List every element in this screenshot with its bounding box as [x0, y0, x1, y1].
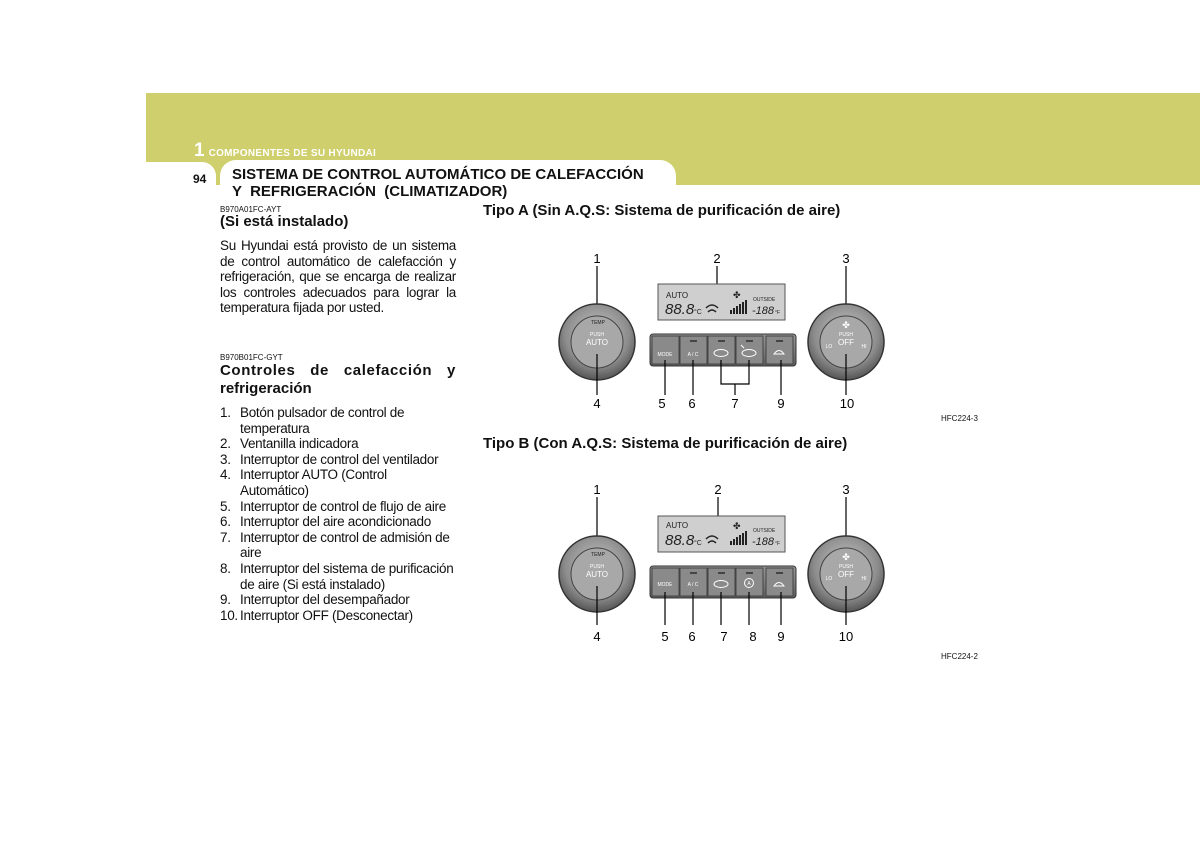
item-text: Interruptor del sistema de purificación de aire (Si está instalado): [240, 560, 454, 592]
display-outside-value: -188: [752, 305, 775, 317]
intro-paragraph: Su Hyundai está provisto de un sistema de control automático de calefacción y refrigeración, que se encarga de realizar los controles adecuados para lograr la temperatura fijada por usted.: [220, 238, 456, 316]
mode-button[interactable]: [652, 336, 679, 364]
section-title-line2: Y REFRIGERACIÓN (CLIMATIZADOR): [232, 183, 508, 200]
air-intake-button[interactable]: [708, 568, 735, 596]
item-number: 2.: [220, 436, 231, 452]
label-2: 2: [713, 251, 721, 266]
label-9: 9: [777, 629, 785, 644]
item-number: 10.: [220, 607, 238, 623]
display-outside: OUTSIDE: [753, 528, 776, 534]
label-3: 3: [842, 482, 850, 497]
display-temp-unit: °C: [694, 309, 702, 316]
item-text: Botón pulsador de control de temperatura: [240, 405, 405, 436]
figure-a-code: HFC224-3: [941, 414, 978, 423]
item-number: 9.: [220, 592, 231, 608]
ac-button[interactable]: [680, 336, 707, 364]
item-text: Interruptor del aire acondicionado: [240, 514, 431, 530]
section-title: [232, 166, 644, 200]
item-number: 8.: [220, 560, 231, 576]
indicator-display: [658, 284, 785, 320]
knob-hi-label: HI: [861, 576, 867, 582]
item-number: 7.: [220, 529, 231, 545]
figure-b-title: Tipo B (Con A.Q.S: Sistema de purificación de aire): [483, 435, 848, 452]
knob-lo-label: LO: [825, 576, 833, 582]
display-outside-unit: °F: [775, 541, 781, 547]
item-text: Interruptor del desempañador: [240, 592, 410, 608]
ac-label: A / C: [687, 352, 699, 358]
item-text: Interruptor de control del ventilador: [240, 451, 439, 467]
label-1: 1: [593, 251, 601, 266]
fresh-air-button[interactable]: [736, 336, 763, 364]
chapter-title: COMPONENTES DE SU HYUNDAI: [208, 148, 377, 159]
page-number: 94: [193, 172, 207, 186]
mode-button[interactable]: [652, 568, 679, 596]
defrost-button[interactable]: [766, 336, 793, 364]
fan-icon: ✤: [733, 291, 741, 301]
list-item: [220, 530, 456, 561]
aqs-label: A: [747, 581, 751, 587]
list-item: [220, 592, 456, 608]
label-5: 5: [658, 396, 666, 411]
display-auto: AUTO: [666, 521, 689, 530]
subhead-controls-line1: Controles de calefacción y: [220, 362, 456, 379]
knob-push-label: PUSH: [839, 332, 853, 338]
item-number: 6.: [220, 514, 231, 530]
knob-fan-icon: ✤: [842, 321, 850, 331]
label-8: 8: [749, 629, 757, 644]
label-10: 10: [838, 629, 854, 644]
list-item: [220, 499, 456, 515]
knob-off-label: OFF: [838, 570, 854, 579]
list-item: [220, 467, 456, 498]
controls-list: [220, 405, 456, 623]
label-4: 4: [593, 629, 601, 644]
subhead-installed: (Si está instalado): [220, 213, 349, 230]
knob-temp-label: TEMP: [591, 320, 605, 326]
item-number: 4.: [220, 467, 231, 483]
indicator-display: [658, 516, 785, 552]
list-item: [220, 452, 456, 468]
figure-a-diagram: [548, 250, 948, 411]
list-item: [220, 436, 456, 452]
figure-b-code: HFC224-2: [941, 652, 978, 661]
label-10: 10: [839, 396, 855, 411]
label-9: 9: [777, 396, 785, 411]
knob-push-label: PUSH: [839, 564, 853, 570]
display-outside-value: -188: [752, 536, 775, 548]
aqs-button[interactable]: [736, 568, 763, 596]
button-bar: [650, 334, 796, 366]
display-outside: OUTSIDE: [753, 297, 776, 303]
display-outside-unit: °F: [775, 310, 781, 316]
label-6: 6: [688, 629, 696, 644]
label-4: 4: [593, 396, 601, 411]
reference-code-2: B970B01FC-GYT: [220, 353, 283, 362]
figure-b-diagram: [548, 482, 948, 644]
item-text: Interruptor de control de admisión de aire: [240, 529, 450, 561]
label-2: 2: [714, 482, 722, 497]
list-item: [220, 608, 456, 624]
item-text: Interruptor OFF (Desconectar): [240, 607, 413, 623]
subhead-controls-line2: refrigeración: [220, 380, 312, 397]
list-item: [220, 405, 456, 436]
knob-push-label: PUSH: [590, 564, 604, 570]
chapter-heading: [194, 140, 376, 162]
knob-auto-label: AUTO: [585, 570, 609, 579]
recirculation-button[interactable]: [708, 336, 735, 364]
label-6: 6: [688, 396, 696, 411]
display-temp-unit: °C: [694, 540, 702, 547]
item-number: 3.: [220, 451, 231, 467]
knob-temp-label: TEMP: [591, 552, 605, 558]
mode-label: MODE: [657, 352, 673, 358]
knob-lo-label: LO: [825, 344, 833, 350]
item-text: Interruptor AUTO (Control Automático): [240, 467, 387, 498]
list-item: [220, 561, 456, 592]
defrost-button[interactable]: [766, 568, 793, 596]
item-text: Interruptor de control de flujo de aire: [240, 498, 446, 514]
display-auto: AUTO: [666, 291, 689, 300]
knob-push-label: PUSH: [590, 332, 604, 338]
knob-hi-label: HI: [861, 344, 867, 350]
item-number: 5.: [220, 498, 231, 514]
section-title-line1: SISTEMA DE CONTROL AUTOMÁTICO DE CALEFACCIÓN: [232, 166, 644, 183]
chapter-number: 1: [194, 140, 205, 161]
item-text: Ventanilla indicadora: [240, 436, 359, 452]
knob-fan-icon: ✤: [842, 553, 850, 563]
label-7: 7: [731, 396, 739, 411]
ac-button[interactable]: [680, 568, 707, 596]
item-number: 1.: [220, 405, 231, 420]
fan-icon: ✤: [733, 522, 741, 532]
mode-label: MODE: [657, 582, 673, 588]
label-3: 3: [842, 251, 850, 266]
ac-label: A / C: [687, 582, 699, 588]
label-7: 7: [720, 629, 728, 644]
figure-a-title: Tipo A (Sin A.Q.S: Sistema de purificación de aire): [483, 202, 841, 219]
display-temp: 88.8: [665, 301, 695, 318]
list-item: [220, 514, 456, 530]
label-1: 1: [593, 482, 601, 497]
display-temp: 88.8: [665, 532, 695, 549]
knob-auto-label: AUTO: [585, 338, 609, 347]
label-5: 5: [661, 629, 669, 644]
button-bar: [650, 566, 796, 598]
knob-off-label: OFF: [838, 338, 854, 347]
reference-code-1: B970A01FC-AYT: [220, 205, 282, 214]
